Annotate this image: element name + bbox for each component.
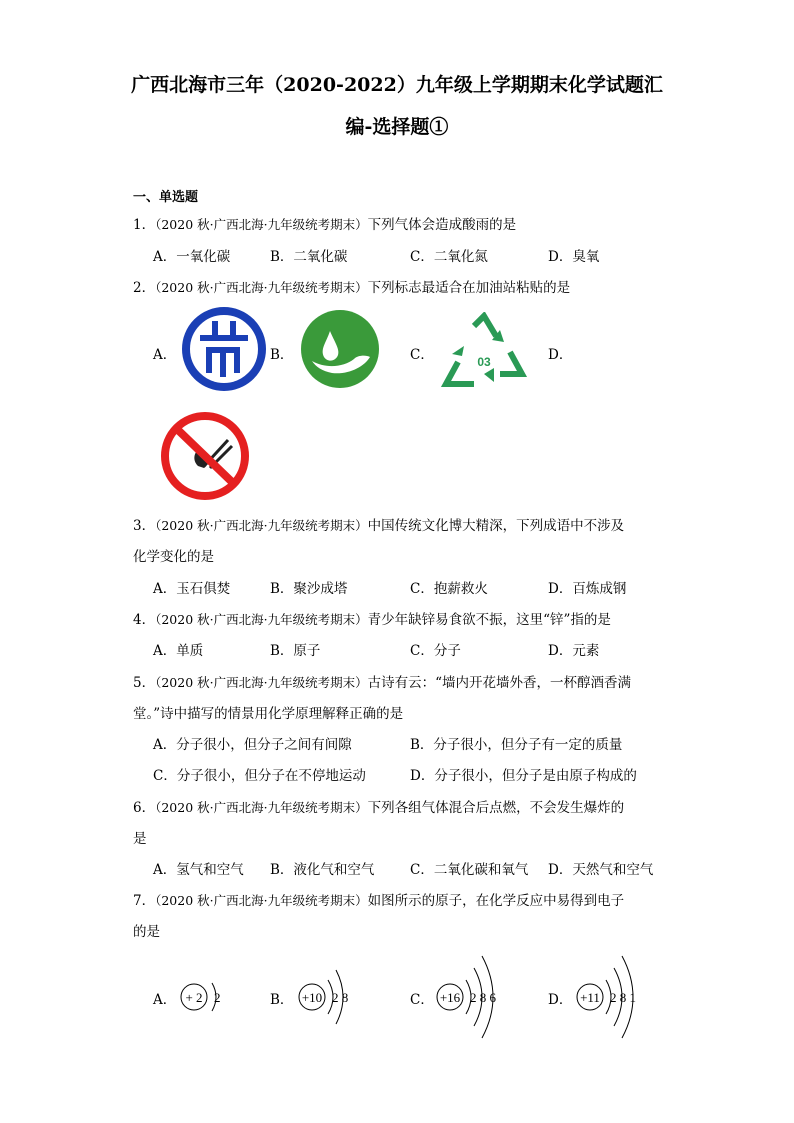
question-number: 4． bbox=[133, 612, 156, 628]
question-text: 下列气体会造成酸雨的是 bbox=[367, 217, 517, 233]
option-b: B．原子 bbox=[270, 643, 321, 659]
question-1 bbox=[133, 213, 516, 233]
question-source: （2020 秋·广西北海·九年级统考期末） bbox=[155, 800, 368, 815]
question-3 bbox=[133, 514, 624, 534]
option-c: C．分子很小，但分子在不停地运动 bbox=[153, 768, 366, 784]
question-text: 中国传统文化博大精深，下列成语中不涉及 bbox=[367, 518, 625, 534]
nucleus-charge: + 2 bbox=[185, 990, 203, 1005]
option-a: A．玉石俱焚 bbox=[153, 581, 231, 597]
option-c: C．二氧化碳和氧气 bbox=[410, 862, 529, 878]
option-b: B．分子很小，但分子有一定的质量 bbox=[410, 737, 623, 753]
question-number: 3． bbox=[133, 518, 156, 534]
option-b: B．液化气和空气 bbox=[270, 862, 375, 878]
atom-structure-b bbox=[294, 962, 370, 1032]
question-source: （2020 秋·广西北海·九年级统考期末） bbox=[155, 217, 368, 232]
option-d-label: D． bbox=[548, 992, 573, 1008]
question-7 bbox=[133, 889, 624, 909]
option-c-label: C． bbox=[410, 347, 434, 363]
question-number: 2． bbox=[133, 280, 156, 296]
question-7-continued: 的是 bbox=[133, 924, 160, 940]
question-text: 古诗有云：“墙内开花墙外香，一杯醇酒香满 bbox=[367, 675, 631, 691]
question-text: 青少年缺锌易食欲不振，这里“锌”指的是 bbox=[367, 612, 611, 628]
option-d: D．天然气和空气 bbox=[548, 862, 654, 878]
option-d-label: D． bbox=[548, 347, 573, 363]
no-fire-icon bbox=[158, 410, 252, 502]
option-b-label: B． bbox=[270, 992, 294, 1008]
option-c: C．分子 bbox=[410, 643, 461, 659]
question-text: 如图所示的原子，在化学反应中易得到电子 bbox=[367, 893, 625, 909]
recycle-icon bbox=[440, 312, 528, 392]
question-number: 5． bbox=[133, 675, 156, 691]
question-source: （2020 秋·广西北海·九年级统考期末） bbox=[155, 518, 368, 533]
sign-blue-circle-icon bbox=[182, 307, 266, 391]
electron-shells: 2 bbox=[214, 990, 221, 1005]
option-a: A．分子很小，但分子之间有间隙 bbox=[153, 737, 352, 753]
question-6 bbox=[133, 796, 624, 816]
atom-structure-a bbox=[176, 975, 236, 1019]
option-a-label: A． bbox=[153, 992, 177, 1008]
document-title-line1: 广西北海市三年（2020-2022）九年级上学期期末化学试题汇 bbox=[131, 74, 663, 96]
recycle-code: 03 bbox=[477, 355, 491, 369]
option-d: D．分子很小，但分子是由原子构成的 bbox=[410, 768, 637, 784]
question-source: （2020 秋·广西北海·九年级统考期末） bbox=[155, 893, 368, 908]
option-b-label: B． bbox=[270, 347, 294, 363]
option-a-label: A． bbox=[153, 347, 177, 363]
option-c: C．抱薪救火 bbox=[410, 581, 488, 597]
nucleus-charge: +11 bbox=[580, 990, 600, 1005]
option-a: A．氢气和空气 bbox=[153, 862, 244, 878]
option-b: B．二氧化碳 bbox=[270, 249, 348, 265]
option-d: D．百炼成钢 bbox=[548, 581, 627, 597]
question-source: （2020 秋·广西北海·九年级统考期末） bbox=[155, 280, 368, 295]
question-2 bbox=[133, 276, 570, 296]
nucleus-charge: +16 bbox=[439, 990, 461, 1005]
electron-shells: 2 8 1 bbox=[610, 990, 636, 1005]
electron-shells: 2 8 6 bbox=[470, 990, 496, 1005]
option-a: A．一氧化碳 bbox=[153, 249, 231, 265]
question-text: 下列各组气体混合后点燃，不会发生爆炸的 bbox=[367, 800, 625, 816]
option-c-label: C． bbox=[410, 992, 434, 1008]
question-6-continued: 是 bbox=[133, 831, 147, 847]
question-4 bbox=[133, 608, 611, 628]
atom-structure-d bbox=[572, 950, 662, 1044]
atom-structure-c bbox=[432, 950, 522, 1044]
question-5-continued: 堂。”诗中描写的情景用化学原理解释正确的是 bbox=[133, 706, 404, 722]
question-number: 7． bbox=[133, 893, 156, 909]
option-b: B．聚沙成塔 bbox=[270, 581, 348, 597]
option-d: D．元素 bbox=[548, 643, 600, 659]
electron-shells: 2 8 bbox=[332, 990, 349, 1005]
question-number: 1． bbox=[133, 217, 156, 233]
question-number: 6． bbox=[133, 800, 156, 816]
water-saving-icon bbox=[300, 309, 380, 389]
question-source: （2020 秋·广西北海·九年级统考期末） bbox=[155, 612, 368, 627]
nucleus-charge: +10 bbox=[301, 990, 323, 1005]
section-heading: 一、单选题 bbox=[133, 190, 199, 205]
option-c: C．二氧化氮 bbox=[410, 249, 488, 265]
question-source: （2020 秋·广西北海·九年级统考期末） bbox=[155, 675, 368, 690]
option-d: D．臭氧 bbox=[548, 249, 600, 265]
question-3-continued: 化学变化的是 bbox=[133, 549, 214, 565]
question-5 bbox=[133, 671, 631, 691]
document-title-line2: 编-选择题① bbox=[345, 116, 449, 138]
question-text: 下列标志最适合在加油站粘贴的是 bbox=[367, 280, 571, 296]
option-a: A．单质 bbox=[153, 643, 204, 659]
